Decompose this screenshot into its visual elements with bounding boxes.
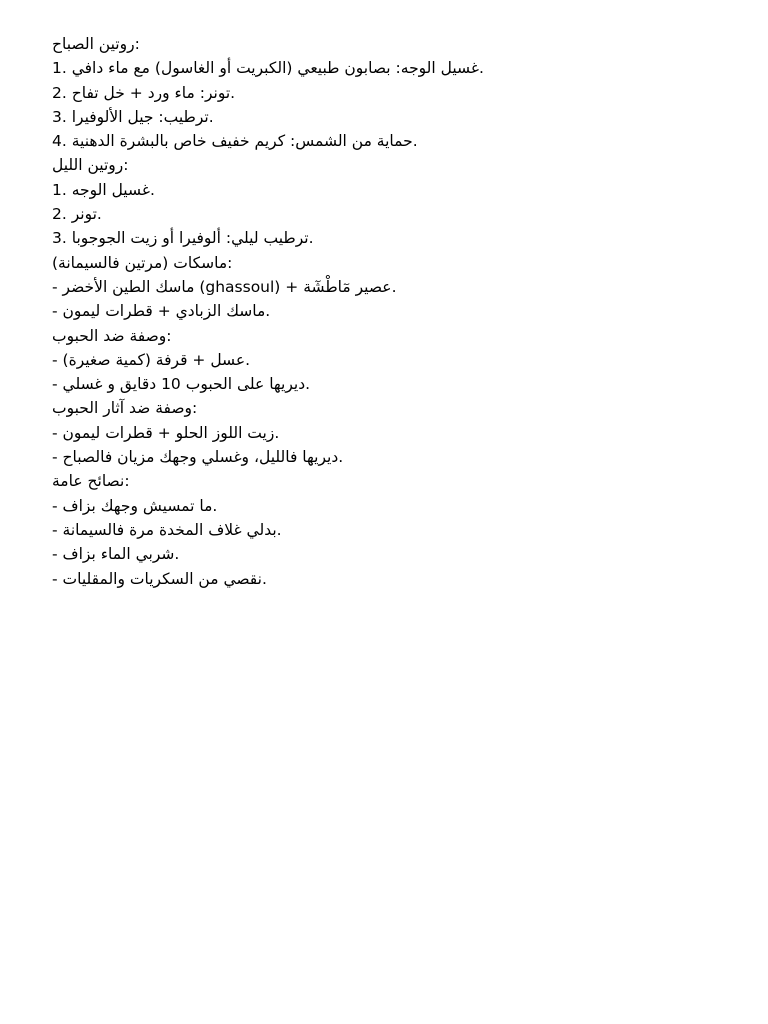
morning-step-face-wash: 1. غسيل الوجه: بصابون طبيعي (الكبريت أو الغاسول) مع ماء دافي. bbox=[52, 59, 484, 78]
morning-step-sun-protection: 4. حماية من الشمس: كريم خفيف خاص بالبشرة الدهنية. bbox=[52, 132, 418, 151]
acne-recipe-ingredients: - عسل + قرفة (كمية صغيرة). bbox=[52, 350, 251, 369]
tip-change-pillowcase: - بدلي غلاف المخدة مرة فالسيمانة. bbox=[52, 520, 282, 539]
tip-dont-touch-face: - ما تمسيش وجهك بزاف. bbox=[52, 496, 218, 515]
night-step-toner: 2. تونر. bbox=[52, 205, 102, 224]
acne-recipe-instructions: - ديريها على الحبوب 10 دقايق و غسلي. bbox=[52, 375, 311, 394]
heading-acne-recipe: وصفة ضد الحبوب: bbox=[52, 326, 172, 345]
tip-reduce-sugar-fried: - نقصي من السكريات والمقليات. bbox=[52, 569, 267, 588]
morning-step-moisturize: 3. ترطيب: جيل الألوفيرا. bbox=[52, 107, 214, 126]
heading-acne-marks-recipe: وصفة ضد آثار الحبوب: bbox=[52, 399, 198, 418]
acne-marks-instructions: - ديريها فالليل، وغسلي وجهك مزيان فالصباح. bbox=[52, 448, 344, 467]
heading-morning-routine: روتين الصباح: bbox=[52, 35, 140, 53]
heading-general-tips: نصائح عامة: bbox=[52, 472, 130, 491]
tip-drink-water: - شربي الماء بزاف. bbox=[52, 545, 180, 564]
morning-step-toner: 2. تونر: ماء ورد + خل تفاح. bbox=[52, 83, 236, 102]
night-step-face-wash: 1. غسيل الوجه. bbox=[52, 180, 155, 199]
document-body bbox=[52, 32, 742, 591]
night-step-moisturize: 3. ترطيب ليلي: ألوفيرا أو زيت الجوجوبا. bbox=[52, 229, 314, 248]
heading-night-routine: روتين الليل: bbox=[52, 156, 129, 175]
mask-green-clay: - ماسك الطين الأخضر (ghassoul) + عصير مٓاطْشٓة. bbox=[52, 277, 397, 296]
acne-marks-ingredients: - زيت اللوز الحلو + قطرات ليمون. bbox=[52, 423, 280, 442]
heading-masks: ماسكات (مرتين فالسيمانة): bbox=[52, 253, 233, 272]
mask-yogurt: - ماسك الزبادي + قطرات ليمون. bbox=[52, 302, 271, 321]
